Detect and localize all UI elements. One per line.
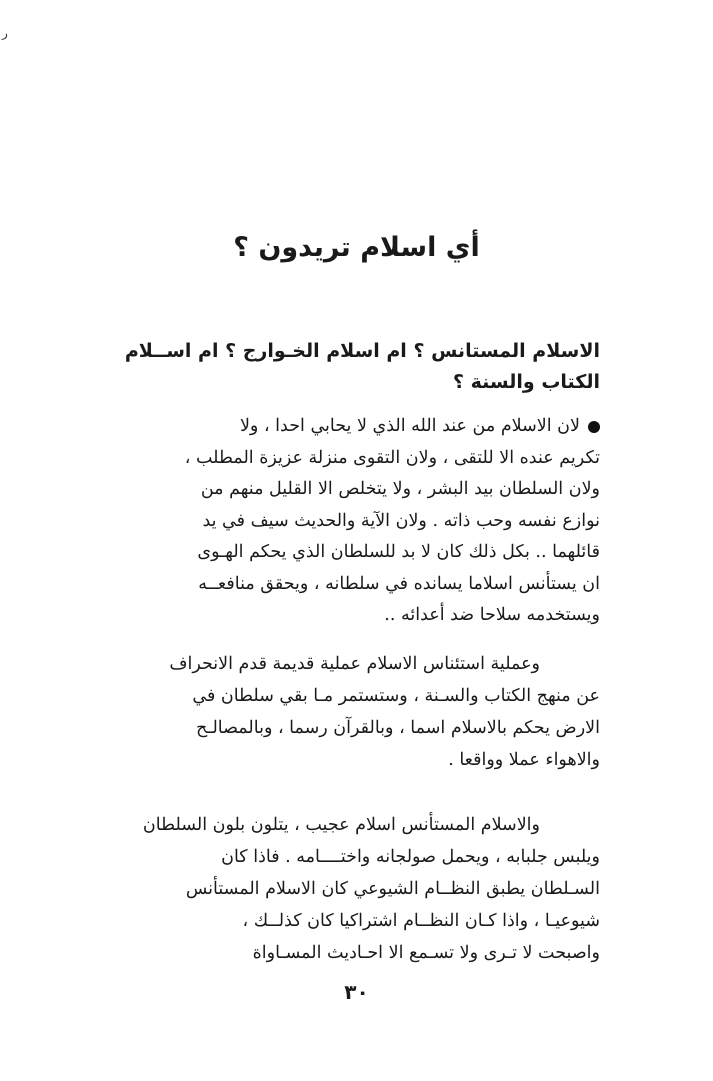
paragraph-3	[64, 809, 600, 969]
paragraph-line: والاسلام المستأنس اسلام عجيب ، يتلون بلون السلطان	[142, 815, 540, 835]
paragraph-line: نوازع نفسه وحب ذاته . ولان الآية والحديث سيف في يد	[202, 510, 600, 531]
page-corner-mark: ر	[2, 26, 8, 40]
paragraph-line: السـلطان يطبق النظــام الشيوعي كان الاسلام المستأنس	[185, 879, 600, 899]
paragraph-line: وعملية استئناس الاسلام عملية قديمة قدم الانحراف	[169, 654, 540, 674]
paragraph-1	[64, 411, 600, 632]
paragraph-line: ويلبس جلبابه ، ويحمل صولجانه واختــــامه . فاذا كان	[221, 847, 600, 867]
section-subtitle	[70, 336, 600, 398]
paragraph-line: شيوعيـا ، واذا كـان النظــام اشتراكيا كان كذلــك ،	[242, 911, 600, 931]
paragraph-line: الارض يحكم بالاسلام اسما ، وبالقرآن رسما ، وبالمصالـح	[196, 718, 600, 738]
subtitle-line: الكتاب والسنة ؟	[453, 371, 600, 393]
paragraph-line	[64, 411, 600, 443]
paragraph-line: والاهواء عملا وواقعا .	[448, 750, 600, 770]
paragraph-line: ولان السلطان بيد البشر ، ولا يتخلص الا القليل منهم من	[200, 479, 600, 499]
paragraph-line-text: لان الاسلام من عند الله الذي لا يحابي احدا ، ولا	[239, 416, 580, 436]
subtitle-line: الاسلام المستانس ؟ ام اسلام الخـوارج ؟ ام اســلام	[124, 340, 600, 362]
page-number: ٣٠	[344, 980, 369, 1004]
paragraph-line: عن منهج الكتاب والسـنة ، وستستمر مـا بقي سلطان في	[192, 686, 600, 706]
bullet-icon	[588, 421, 600, 433]
page-title: أي اسلام تريدون ؟	[233, 232, 480, 263]
paragraph-line: تكريم عنده الا للتقى ، ولان التقوى منزلة عزيزة المطلب ،	[184, 447, 600, 468]
paragraph-line: واصبحت لا تـرى ولا تسـمع الا احـاديث المسـاواة	[252, 943, 600, 963]
paragraph-line: ويستخدمه سلاحا ضد أعدائه ..	[384, 605, 600, 625]
paragraph-line: ان يستأنس اسلاما يسانده في سلطانه ، ويحقق منافعــه	[198, 573, 600, 594]
paragraph-2	[64, 648, 600, 776]
paragraph-line: قائلهما .. بكل ذلك كان لا بد للسلطان الذي يحكم الهـوى	[197, 542, 600, 562]
